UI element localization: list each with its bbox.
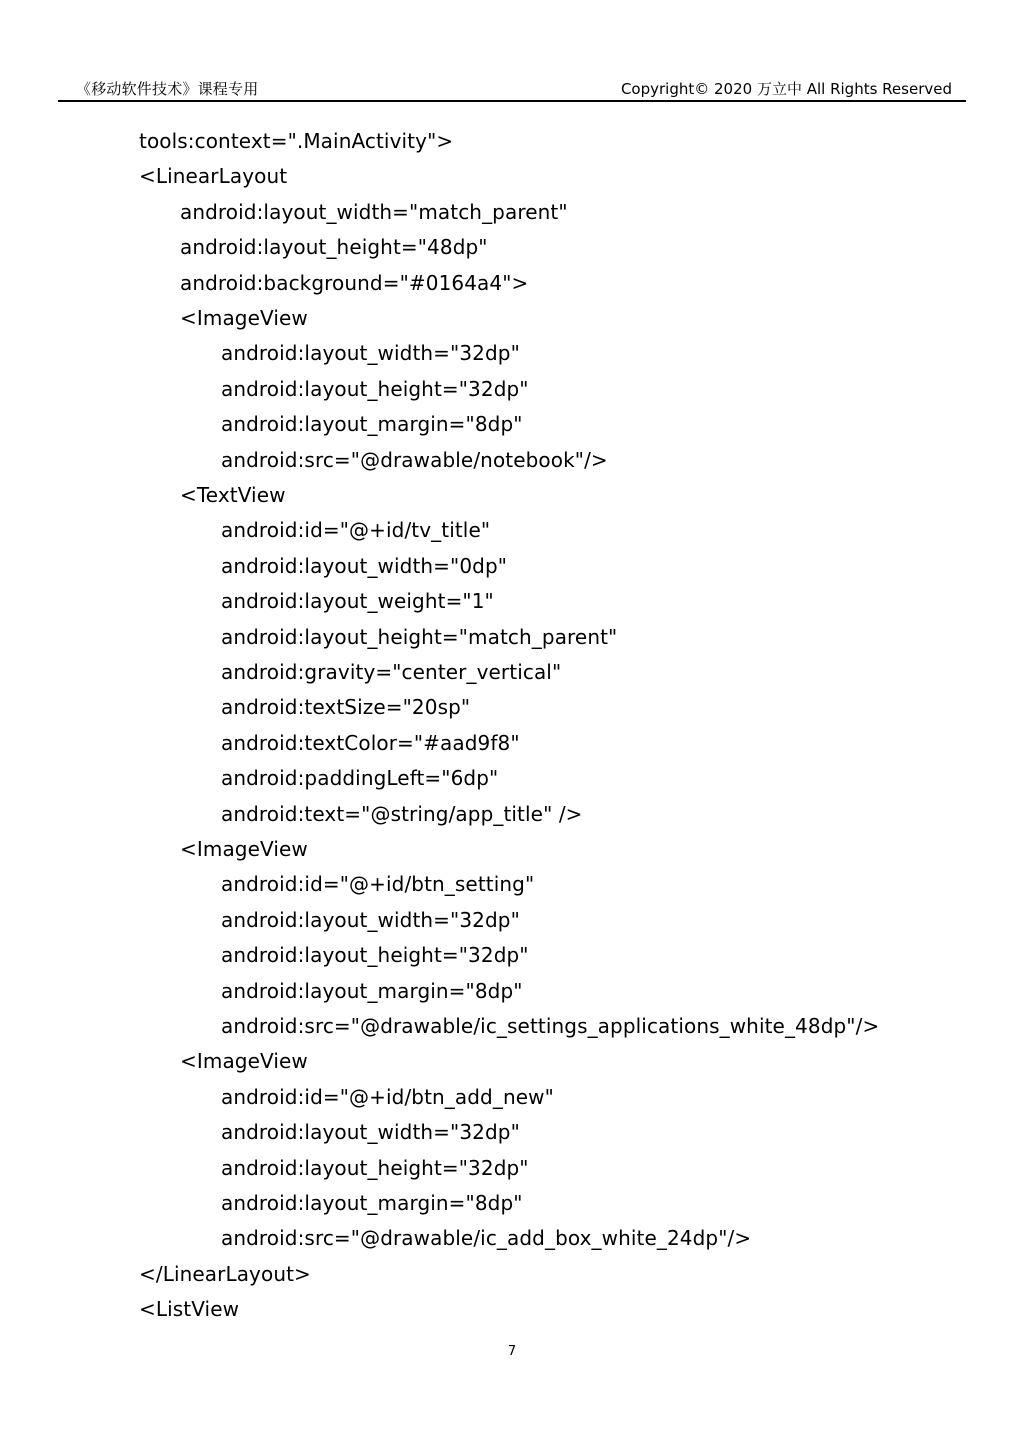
code-line: android:layout_margin="8dp": [221, 979, 523, 1003]
code-line: <ImageView: [180, 306, 308, 330]
header-course-title: 《移动软件技术》课程专用: [76, 80, 259, 98]
page-number: 7: [507, 1344, 517, 1359]
code-line: android:text="@string/app_title" />: [221, 802, 583, 826]
code-line: android:src="@drawable/ic_add_box_white_24dp"/>: [221, 1226, 752, 1250]
code-line: android:layout_margin="8dp": [221, 1191, 523, 1215]
code-line: <LinearLayout: [139, 164, 288, 188]
code-line: android:src="@drawable/notebook"/>: [221, 448, 608, 472]
code-line: android:paddingLeft="6dp": [221, 766, 499, 790]
header-copyright: Copyright© 2020 万立中 All Rights Reserved: [620, 80, 952, 98]
code-line: android:layout_height="48dp": [180, 235, 488, 259]
code-line: android:textSize="20sp": [221, 695, 471, 719]
code-line: android:layout_width="32dp": [221, 341, 520, 365]
page-header: [58, 70, 966, 102]
code-line: tools:context=".MainActivity">: [139, 129, 454, 153]
code-line: </LinearLayout>: [139, 1262, 311, 1286]
code-line: android:layout_height="32dp": [221, 1156, 529, 1180]
code-line: android:layout_weight="1": [221, 589, 494, 613]
code-line: android:layout_height="match_parent": [221, 625, 618, 649]
code-line: android:textColor="#aad9f8": [221, 731, 520, 755]
code-line: android:layout_margin="8dp": [221, 412, 523, 436]
code-line: android:layout_height="32dp": [221, 377, 529, 401]
code-line: android:layout_width="0dp": [221, 554, 508, 578]
code-line: android:id="@+id/tv_title": [221, 518, 491, 542]
code-line: android:layout_width="32dp": [221, 908, 520, 932]
code-line: android:layout_height="32dp": [221, 943, 529, 967]
code-line: android:gravity="center_vertical": [221, 660, 562, 684]
code-line: android:id="@+id/btn_setting": [221, 872, 535, 896]
code-line: android:id="@+id/btn_add_new": [221, 1085, 554, 1109]
code-line: <TextView: [180, 483, 286, 507]
code-line: android:src="@drawable/ic_settings_applications_white_48dp"/>: [221, 1014, 880, 1038]
code-line: <ImageView: [180, 1049, 308, 1073]
code-line: android:layout_width="32dp": [221, 1120, 520, 1144]
code-line: <ImageView: [180, 837, 308, 861]
code-line: android:layout_width="match_parent": [180, 200, 568, 224]
code-line: android:background="#0164a4">: [180, 271, 529, 295]
code-line: <ListView: [139, 1297, 240, 1321]
